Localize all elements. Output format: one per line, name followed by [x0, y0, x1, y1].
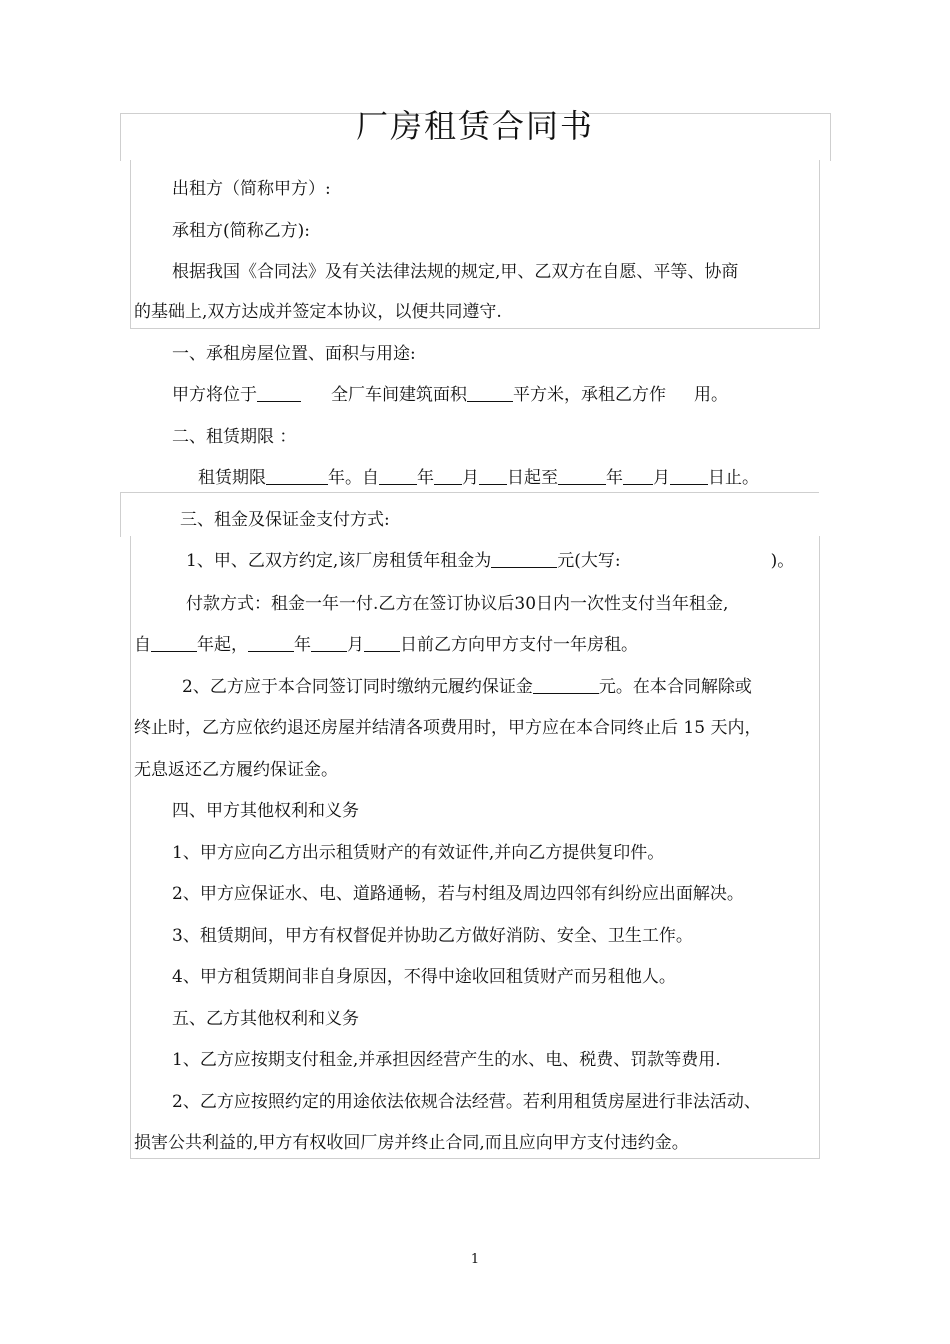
pay-text-b: 年起， [197, 635, 248, 655]
section-5-heading: 五、乙方其他权利和义务 [172, 1009, 359, 1029]
deposit-blank [533, 677, 599, 694]
section-5-item-2-line-2: 损害公共利益的,甲方有权收回厂房并终止合同,而且应向甲方支付违约金。 [134, 1133, 689, 1153]
sec3-1-text-c: )。 [770, 551, 795, 571]
sec2-text-e: 日起至 [507, 468, 558, 488]
sec2-text-f: 年 [606, 468, 623, 488]
lessee-line: 承租方(简称乙方): [172, 221, 310, 241]
end-year-blank [558, 468, 606, 485]
pay-text-a: 自 [134, 635, 151, 655]
location-blank [257, 385, 301, 402]
section-4-item-2: 2、甲方应保证水、电、道路通畅，若与村组及周边四邻有纠纷应出面解决。 [172, 884, 744, 904]
section-4-heading: 四、甲方其他权利和义务 [172, 801, 359, 821]
pay-text-d: 月 [347, 635, 364, 655]
section-3-item-1 [186, 551, 794, 571]
payment-line-2 [134, 635, 638, 655]
section-5-item-1: 1、乙方应按期支付租金,并承担因经营产生的水、电、税费、罚款等费用. [172, 1050, 721, 1070]
section-1-line [172, 385, 728, 405]
area-blank [467, 385, 513, 402]
pay-due-year-blank [248, 635, 294, 652]
annual-rent-blank [491, 551, 557, 568]
sec2-text-c: 年 [417, 468, 434, 488]
intro-line-2: 的基础上,双方达成并签定本协议，以便共同遵守. [134, 302, 502, 322]
section-2-heading: 二、租赁期限 ： [172, 427, 297, 447]
sec3-1-text-a: 1、甲、乙双方约定,该厂房租赁年租金为 [186, 551, 492, 571]
sec1-text-d: 用。 [694, 385, 728, 405]
sec2-text-g: 月 [653, 468, 670, 488]
sec1-text-b: 全厂车间建筑面积 [331, 385, 467, 405]
term-years-blank [266, 468, 328, 485]
end-day-blank [670, 468, 708, 485]
start-day-blank [479, 468, 507, 485]
sec2-text-b: 年。自 [328, 468, 379, 488]
pay-text-e: 日前乙方向甲方支付一年房租。 [400, 635, 638, 655]
start-year-blank [379, 468, 417, 485]
end-month-blank [623, 468, 653, 485]
section-4-item-4: 4、甲方租赁期间非自身原因，不得中途收回租赁财产而另租他人。 [172, 967, 676, 987]
sec2-text-a: 租赁期限 [198, 468, 266, 488]
sec2-text-h: 日止。 [708, 468, 759, 488]
payment-line-1: 付款方式：租金一年一付.乙方在签订协议后30日内一次性支付当年租金, [186, 594, 729, 614]
pay-due-month-blank [311, 635, 347, 652]
intro-line-1: 根据我国《合同法》及有关法律法规的规定,甲、乙双方在自愿、平等、协商 [172, 262, 739, 282]
sec3-2-text-b: 元。在本合同解除或 [598, 677, 752, 697]
section-1-heading: 一、承租房屋位置、面积与用途: [172, 344, 416, 364]
section-5-item-2-line-1: 2、乙方应按照约定的用途依法依规合法经营。若利用租赁房屋进行非法活动、 [172, 1092, 761, 1112]
pay-due-day-blank [364, 635, 400, 652]
lessor-line: 出租方（简称甲方）: [172, 179, 331, 199]
section-3-item-2 [182, 677, 752, 697]
section-4-item-1: 1、甲方应向乙方出示租赁财产的有效证件,并向乙方提供复印件。 [172, 843, 665, 863]
pay-start-year-blank [151, 635, 197, 652]
section-3-item-2-line-2: 终止时，乙方应依约退还房屋并结清各项费用时，甲方应在本合同终止后 15 天内， [134, 718, 762, 738]
sec2-text-d: 月 [462, 468, 479, 488]
pay-text-c: 年 [294, 635, 311, 655]
sec1-text-c: 平方米，承租乙方作 [513, 385, 666, 405]
sec3-1-text-b: 元(大写: [557, 551, 621, 571]
section-4-item-3: 3、租赁期间，甲方有权督促并协助乙方做好消防、安全、卫生工作。 [172, 926, 693, 946]
section-3-heading: 三、租金及保证金支付方式: [180, 510, 390, 530]
page-number: 1 [470, 1252, 480, 1267]
document-title: 厂房租赁合同书 [355, 107, 594, 145]
section-3-item-2-line-3: 无息返还乙方履约保证金。 [134, 760, 338, 780]
sec3-2-text-a: 2、乙方应于本合同签订同时缴纳元履约保证金 [182, 677, 533, 697]
start-month-blank [434, 468, 462, 485]
sec1-text-a: 甲方将位于 [172, 385, 257, 405]
section-2-line [198, 468, 759, 488]
